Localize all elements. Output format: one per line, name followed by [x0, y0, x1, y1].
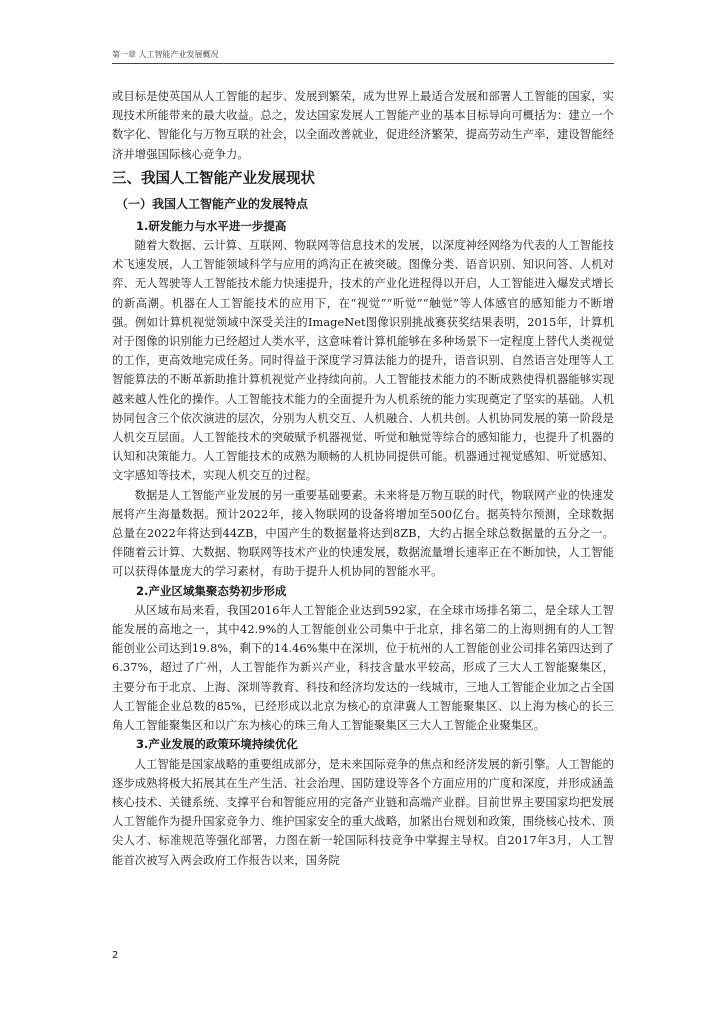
item-1-paragraph-2: 数据是人工智能产业发展的另一重要基础要素。未来将是万物互联的时代，物联网产业的快速发展将产生海量数据。预计2022年，接入物联网的设备将增加至500亿台。据英特尔预测，全球数据总量在2022年将达到44ZB，中国产生的数据量将达到8ZB，大约占据全球总数据量的五分之一。伴随着云计算、大数据、物联网等技术产业的快速发展，数据流量增长速率正在不断加快，人工智能可以获得体量庞大的学习素材，有助于提升人机协同的智能水平。 [112, 488, 614, 579]
running-header: 第一章 人工智能产业发展概况 [112, 50, 614, 64]
page-number: 2 [112, 950, 119, 961]
item-3-heading: 3.产业发展的政策环境持续优化 [136, 737, 298, 752]
item-2-heading: 2.产业区域集聚态势初步形成 [136, 583, 287, 598]
subsection-heading: （一）我国人工智能产业的发展特点 [116, 196, 309, 211]
page-content [112, 87, 614, 870]
intro-paragraph: 或目标是使英国从人工智能的起步、发展到繁荣，成为世界上最适合发展和部署人工智能的国家，实现技术所能带来的最大收益。总之，发达国家发展人工智能产业的基本目标导向可概括为：建立一个数字化、智能化与万物互联的社会，以全面改善就业，促进经济繁荣，提高劳动生产率，建设智能经济并增强国际核心竞争力。 [112, 90, 614, 161]
section-heading: 三、我国人工智能产业发展现状 [112, 170, 315, 187]
item-1-paragraph-1: 随着大数据、云计算、互联网、物联网等信息技术的发展，以深度神经网络为代表的人工智能技术飞速发展，人工智能领域科学与应用的鸿沟正在被突破。图像分类、语音识别、知识问答、人机对弈、无人驾驶等人工智能技术能力快速提升，技术的产业化进程得以开启，人工智能进入爆发式增长的新高潮。机器在人工智能技术的应用下，在“视觉”“听觉”“触觉”等人体感官的感知能力不断增强。例如计算机视觉领域中深受关注的ImageNet图像识别挑战赛获奖结果表明，2015年，计算机对于图像的识别能力已经超过人类水平，这意味着计算机能够在多种场景下一定程度上替代人类视觉的工作，更高效地完成任务。同时得益于深度学习算法能力的提升，语音识别、自然语言处理等人工智能算法的不断革新助推计算机视觉产业持续向前。人工智能技术能力的不断成熟使得机器能够实现越来越人性化的操作。人工智能技术能力的全面提升为人机系统的能力实现奠定了坚实的基础。人机协同包含三个依次演进的层次，分别为人机交互、人机融合、人机共创。人机协同发展的第一阶段是人机交互层面。人工智能技术的突破赋予机器视觉、听觉和触觉等综合的感知能力，也提升了机器的认知和决策能力。人工智能技术的成熟为顺畅的人机协同提供可能。机器通过视觉感知、听觉感知、文字感知等技术，实现人机交互的过程。 [112, 239, 614, 483]
item-1-heading: 1.研发能力与水平进一步提高 [136, 218, 287, 233]
item-2-paragraph-1: 从区域布局来看，我国2016年人工智能企业达到592家，在全球市场排名第二，是全球人工智能发展的高地之一，其中42.9%的人工智能创业公司集中于北京，排名第二的上海则拥有的人工智能创业公司达到19.8%，剩下的14.46%集中在深圳，位于杭州的人工智能创业公司排名第四达到了6.37%，超过了广州，人工智能作为新兴产业，科技含量水平较高，形成了三大人工智能聚集区，主要分布于北京、上海、深圳等教育、科技和经济均发达的一线城市，三地人工智能企业加之占全国人工智能企业总数的85%，已经形成以北京为核心的京津冀人工智能聚集区、以上海为核心的长三角人工智能聚集区和以广东为核心的珠三角人工智能聚集区三大人工智能企业聚集区。 [112, 603, 614, 733]
item-3-paragraph-1: 人工智能是国家战略的重要组成部分，是未来国际竞争的焦点和经济发展的新引擎。人工智能的逐步成熟将极大拓展其在生产生活、社会治理、国防建设等各个方面应用的广度和深度，并形成涵盖核心技术、关键系统、支撑平台和智能应用的完备产业链和高端产业群。目前世界主要国家均把发展人工智能作为提升国家竞争力、维护国家安全的重大战略，加紧出台规划和政策，围绕核心技术、顶尖人才、标准规范等强化部署，力图在新一轮国际科技竞争中掌握主导权。自2017年3月，人工智能首次被写入两会政府工作报告以来，国务院 [112, 757, 614, 867]
